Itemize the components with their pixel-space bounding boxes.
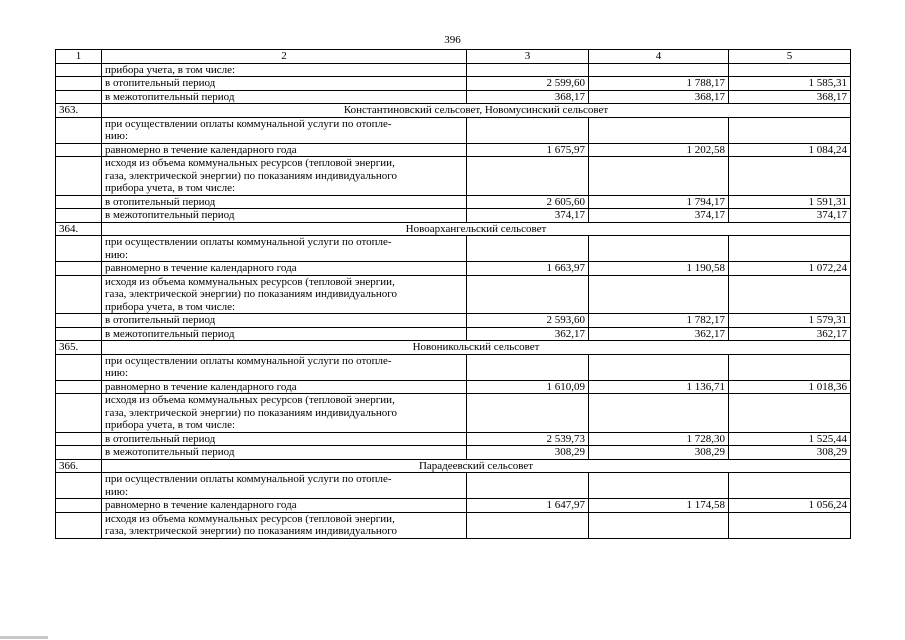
value-col-5 — [729, 354, 851, 380]
table-row — [56, 275, 851, 314]
row-description — [102, 512, 467, 538]
row-number: 364. — [56, 222, 102, 236]
header-row — [56, 50, 851, 64]
value-col-4 — [589, 63, 729, 77]
table-row — [56, 446, 851, 460]
value-col-4: 368,17 — [589, 90, 729, 104]
row-number — [56, 446, 102, 460]
table-row — [56, 77, 851, 91]
row-number — [56, 90, 102, 104]
row-number — [56, 262, 102, 276]
row-description — [102, 117, 467, 143]
value-col-4 — [589, 157, 729, 196]
value-col-4: 1 782,17 — [589, 314, 729, 328]
value-col-3 — [467, 63, 589, 77]
value-col-3: 2 539,73 — [467, 432, 589, 446]
description-line: исходя из объема коммунальных ресурсов (тепловой энергии, — [105, 512, 395, 525]
section-row — [56, 104, 851, 118]
value-col-4: 1 136,71 — [589, 380, 729, 394]
section-row — [56, 222, 851, 236]
row-description — [102, 394, 467, 433]
row-number — [56, 195, 102, 209]
row-number — [56, 354, 102, 380]
value-col-5: 362,17 — [729, 327, 851, 341]
table-row — [56, 143, 851, 157]
description-line: нию: — [105, 485, 129, 498]
value-col-3 — [467, 157, 589, 196]
description-line: нию: — [105, 248, 129, 261]
table-row — [56, 354, 851, 380]
value-col-4 — [589, 354, 729, 380]
row-number — [56, 63, 102, 77]
value-col-4: 1 728,30 — [589, 432, 729, 446]
value-col-3: 1 610,09 — [467, 380, 589, 394]
row-description — [102, 354, 467, 380]
value-col-3 — [467, 512, 589, 538]
value-col-3 — [467, 354, 589, 380]
row-number — [56, 275, 102, 314]
value-col-3 — [467, 473, 589, 499]
value-col-5: 368,17 — [729, 90, 851, 104]
description-line: прибора учета, в том числе: — [105, 300, 236, 313]
row-description: в межотопительный период — [102, 90, 467, 104]
value-col-4 — [589, 473, 729, 499]
page-number: 396 — [444, 34, 461, 46]
header-cell-3: 3 — [467, 50, 589, 64]
section-title: Новоархангельский сельсовет — [102, 222, 851, 236]
value-col-5: 1 084,24 — [729, 143, 851, 157]
table-row — [56, 327, 851, 341]
row-number — [56, 77, 102, 91]
description-line: исходя из объема коммунальных ресурсов (тепловой энергии, — [105, 275, 395, 288]
row-number — [56, 512, 102, 538]
row-number — [56, 432, 102, 446]
value-col-4: 1 794,17 — [589, 195, 729, 209]
description-line: при осуществлении оплаты коммунальной услуги по отопле- — [105, 354, 392, 367]
header-cell-2: 2 — [102, 50, 467, 64]
table-row — [56, 394, 851, 433]
row-number — [56, 143, 102, 157]
table-row — [56, 473, 851, 499]
table-row — [56, 90, 851, 104]
description-line: при осуществлении оплаты коммунальной услуги по отопле- — [105, 236, 392, 248]
value-col-5: 1 525,44 — [729, 432, 851, 446]
value-col-4 — [589, 117, 729, 143]
table-row — [56, 117, 851, 143]
row-description — [102, 473, 467, 499]
row-number — [56, 314, 102, 328]
value-col-3 — [467, 394, 589, 433]
section-title: Константиновский сельсовет, Новомусинский сельсовет — [102, 104, 851, 118]
row-number: 366. — [56, 459, 102, 473]
value-col-5 — [729, 63, 851, 77]
value-col-3: 368,17 — [467, 90, 589, 104]
value-col-5 — [729, 275, 851, 314]
value-col-5: 1 056,24 — [729, 499, 851, 513]
value-col-5 — [729, 117, 851, 143]
description-line: нию: — [105, 367, 129, 379]
value-col-5 — [729, 157, 851, 196]
value-col-3: 2 593,60 — [467, 314, 589, 328]
row-number: 365. — [56, 341, 102, 355]
value-col-4 — [589, 275, 729, 314]
tariff-table — [55, 49, 851, 539]
value-col-3: 308,29 — [467, 446, 589, 460]
row-description: в межотопительный период — [102, 327, 467, 341]
value-col-5 — [729, 473, 851, 499]
value-col-5: 1 579,31 — [729, 314, 851, 328]
value-col-4: 308,29 — [589, 446, 729, 460]
value-col-4: 1 202,58 — [589, 143, 729, 157]
value-col-3: 362,17 — [467, 327, 589, 341]
row-number — [56, 394, 102, 433]
description-line: нию: — [105, 130, 129, 142]
header-cell-5: 5 — [729, 50, 851, 64]
table-row — [56, 236, 851, 262]
table-row — [56, 512, 851, 538]
value-col-3: 2 605,60 — [467, 195, 589, 209]
table-row — [56, 380, 851, 394]
value-col-5: 1 072,24 — [729, 262, 851, 276]
description-line: прибора учета, в том числе: — [105, 419, 236, 431]
value-col-4: 1 788,17 — [589, 77, 729, 91]
header-cell-1: 1 — [56, 50, 102, 64]
table-row — [56, 499, 851, 513]
row-number — [56, 209, 102, 223]
value-col-5 — [729, 236, 851, 262]
row-description: равномерно в течение календарного года — [102, 262, 467, 276]
row-description: равномерно в течение календарного года — [102, 143, 467, 157]
value-col-4: 374,17 — [589, 209, 729, 223]
description-line: прибора учета, в том числе: — [105, 182, 236, 194]
value-col-4 — [589, 236, 729, 262]
table-row — [56, 432, 851, 446]
description-line: при осуществлении оплаты коммунальной услуги по отопле- — [105, 473, 392, 485]
value-col-3: 1 663,97 — [467, 262, 589, 276]
section-title: Парадеевский сельсовет — [102, 459, 851, 473]
tariff-table-body — [56, 50, 851, 539]
value-col-5 — [729, 512, 851, 538]
row-description: в межотопительный период — [102, 446, 467, 460]
row-description: в отопительный период — [102, 314, 467, 328]
description-line: газа, электрической энергии) по показаниям индивидуального — [105, 406, 397, 419]
description-line: исходя из объема коммунальных ресурсов (тепловой энергии, — [105, 157, 395, 169]
value-col-3 — [467, 236, 589, 262]
value-col-5: 308,29 — [729, 446, 851, 460]
value-col-5: 374,17 — [729, 209, 851, 223]
value-col-4 — [589, 394, 729, 433]
row-number: 363. — [56, 104, 102, 118]
section-row — [56, 459, 851, 473]
description-line: при осуществлении оплаты коммунальной услуги по отопле- — [105, 117, 392, 130]
section-row — [56, 341, 851, 355]
row-number — [56, 157, 102, 196]
value-col-3: 1 647,97 — [467, 499, 589, 513]
row-description: в межотопительный период — [102, 209, 467, 223]
row-description: равномерно в течение календарного года — [102, 380, 467, 394]
row-description: равномерно в течение календарного года — [102, 499, 467, 513]
row-number — [56, 327, 102, 341]
table-row — [56, 63, 851, 77]
value-col-4: 1 190,58 — [589, 262, 729, 276]
row-description: в отопительный период — [102, 195, 467, 209]
row-number — [56, 117, 102, 143]
table-row — [56, 209, 851, 223]
value-col-5: 1 018,36 — [729, 380, 851, 394]
value-col-5: 1 591,31 — [729, 195, 851, 209]
row-description: прибора учета, в том числе: — [102, 63, 467, 77]
value-col-4: 1 174,58 — [589, 499, 729, 513]
section-title: Новоникольский сельсовет — [102, 341, 851, 355]
scan-edge-divider — [0, 636, 48, 639]
description-line: исходя из объема коммунальных ресурсов (тепловой энергии, — [105, 394, 395, 406]
row-number — [56, 499, 102, 513]
row-number — [56, 380, 102, 394]
table-row — [56, 195, 851, 209]
row-description — [102, 236, 467, 262]
row-description — [102, 157, 467, 196]
description-line: газа, электрической энергии) по показаниям индивидуального — [105, 288, 397, 300]
header-cell-4: 4 — [589, 50, 729, 64]
value-col-5 — [729, 394, 851, 433]
description-line: газа, электрической энергии) по показаниям индивидуального — [105, 169, 397, 182]
value-col-4: 362,17 — [589, 327, 729, 341]
row-description — [102, 275, 467, 314]
row-description: в отопительный период — [102, 432, 467, 446]
description-line: газа, электрической энергии) по показаниям индивидуального — [105, 525, 397, 537]
value-col-5: 1 585,31 — [729, 77, 851, 91]
row-description: в отопительный период — [102, 77, 467, 91]
value-col-3: 374,17 — [467, 209, 589, 223]
table-row — [56, 157, 851, 196]
value-col-3 — [467, 275, 589, 314]
value-col-3 — [467, 117, 589, 143]
table-row — [56, 314, 851, 328]
value-col-3: 2 599,60 — [467, 77, 589, 91]
row-number — [56, 473, 102, 499]
value-col-3: 1 675,97 — [467, 143, 589, 157]
row-number — [56, 236, 102, 262]
table-row — [56, 262, 851, 276]
value-col-4 — [589, 512, 729, 538]
